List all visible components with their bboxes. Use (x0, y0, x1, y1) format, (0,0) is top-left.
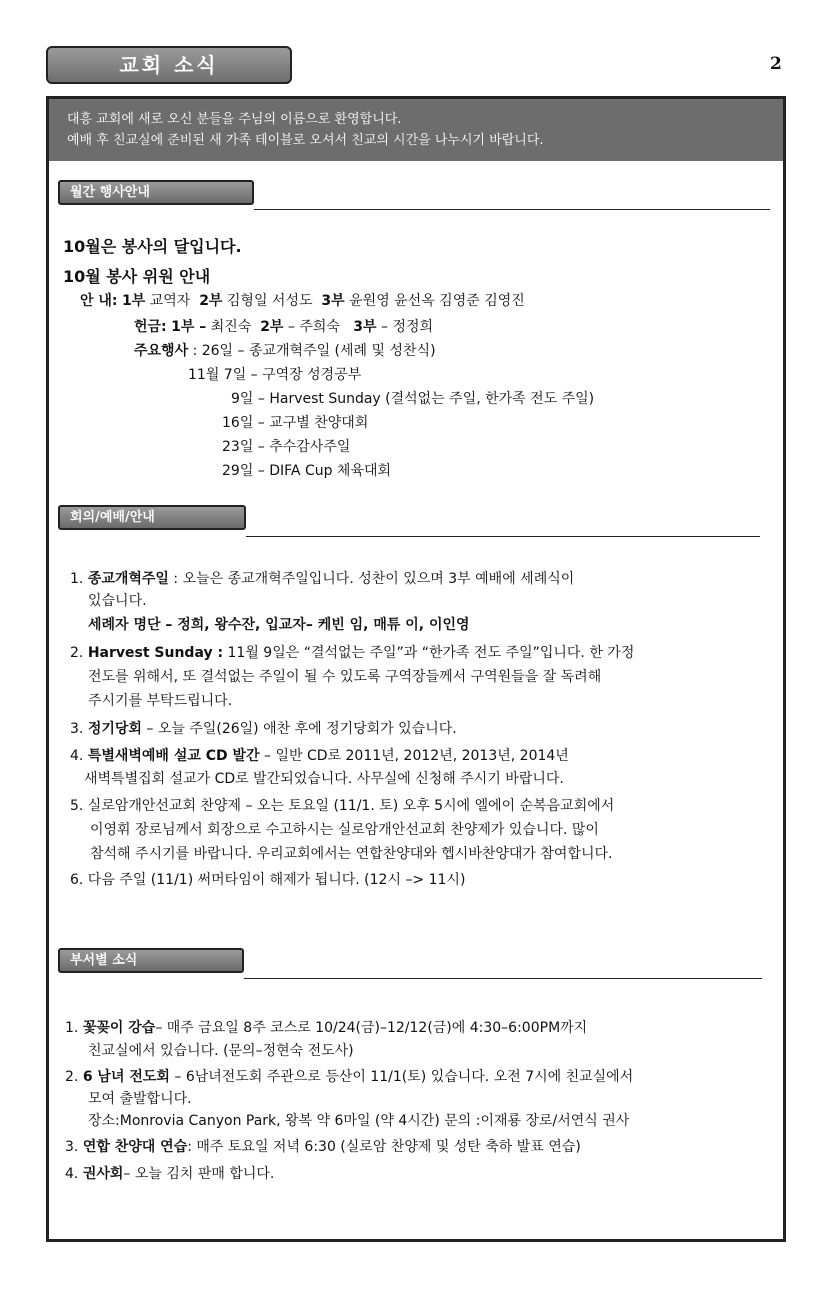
item-number: 4. (70, 748, 84, 764)
baptism-list: 세례자 명단 – 정희, 왕수잔, 입교자– 케빈 임, 매튜 이, 이인영 (88, 617, 470, 633)
meeting-item-5: 5. 실로암개안선교회 찬양제 – 오는 토요일 (11/1. 토) 오후 5시에 엘에이 순복음교회에서 (70, 798, 615, 814)
item-title: Harvest Sunday : (87, 645, 224, 661)
meeting-item-2 (70, 642, 634, 662)
meeting-item-4-line-2: 새벽특별집회 설교가 CD로 발간되었습니다. 사무실에 신청해 주시기 바랍니다. (84, 771, 564, 787)
item-number: 3. (65, 1139, 79, 1155)
meeting-item-6: 6. 다음 주일 (11/1) 써머타임이 해제가 됩니다. (12시 –> 11시) (70, 872, 466, 888)
event-3: 9일 – Harvest Sunday (결석없는 주일, 한가족 전도 주일) (231, 391, 595, 407)
offering-p3-names: – 정정희 (381, 319, 434, 335)
item-text: – 매주 금요일 8주 코스로 10/24(금)–12/12(금)에 4:30–6:00PM까지 (155, 1020, 588, 1036)
item-number: 1. (65, 1020, 79, 1036)
guide-p2-names: 김형일 서성도 (226, 293, 313, 309)
item-title: 특별새벽예배 설교 CD 발간 (87, 748, 260, 764)
item-title: 종교개혁주일 (87, 571, 169, 587)
item-number: 2. (70, 645, 84, 661)
meeting-item-3 (70, 718, 457, 738)
item-text: – 오늘 김치 판매 합니다. (123, 1166, 275, 1182)
meeting-item-2-line-3: 주시기를 부탁드립니다. (88, 693, 233, 709)
welcome-line-1: 대흥 교회에 새로 오신 분들을 주님의 이름으로 환영합니다. (67, 112, 402, 127)
offering-p3-label: 3부 (353, 319, 377, 335)
dept-item-2 (65, 1066, 633, 1086)
page-number: 2 (770, 54, 782, 74)
page-title: 교회 소식 (46, 46, 292, 84)
item-number: 4. (65, 1166, 79, 1182)
guide-row (80, 290, 525, 310)
item-text: 11월 9일은 “결석없는 주일”과 “한가족 전도 주일”입니다. 한 가정 (223, 645, 635, 661)
offering-label: 헌금: (134, 319, 167, 335)
monthly-headline-1: 10월은 봉사의 달입니다. (63, 237, 242, 256)
meeting-item-1 (70, 568, 574, 588)
meeting-item-5-line-2: 이영휘 장로님께서 회장으로 수고하시는 실로암개안선교회 찬양제가 있습니다. 많이 (90, 822, 599, 838)
item-title: 6 남녀 전도회 (82, 1069, 170, 1085)
event-2: 11월 7일 – 구역장 성경공부 (188, 367, 362, 383)
item-text: : 매주 토요일 저녁 6:30 (실로암 찬양제 및 성탄 축하 발표 연습) (187, 1139, 581, 1155)
offering-p2-names: – 주희숙 (287, 319, 340, 335)
dept-item-1-line-2: 친교실에서 있습니다. (문의–정현숙 전도사) (88, 1043, 354, 1059)
dept-item-3 (65, 1136, 581, 1156)
offering-p1-names: 최진숙 (210, 319, 252, 335)
event-4: 16일 – 교구별 찬양대회 (222, 415, 369, 431)
item-title: 권사회 (82, 1166, 124, 1182)
item-number: 1. (70, 571, 84, 587)
section-rule (244, 978, 762, 979)
meeting-item-1-line-2: 있습니다. (88, 593, 147, 609)
item-text: – 6남녀전도회 주관으로 등산이 11/1(토) 있습니다. 오전 7시에 친교실에서 (169, 1069, 634, 1085)
offering-p1-label: 1부 – (171, 319, 207, 335)
section-rule (254, 209, 770, 210)
offering-p2-label: 2부 (260, 319, 284, 335)
guide-p1-label: 1부 (121, 293, 146, 309)
guide-p2-label: 2부 (199, 293, 223, 309)
events-row-1 (134, 340, 436, 360)
monthly-headline-2: 10월 봉사 위원 안내 (63, 267, 211, 286)
item-text: – 오늘 주일(26일) 애찬 후에 정기당회가 있습니다. (141, 721, 457, 737)
section-header-meeting: 회의/예배/안내 (58, 505, 246, 530)
meeting-item-5-line-3: 참석해 주시기를 바랍니다. 우리교회에서는 연합찬양대와 헵시바찬양대가 참여합니다. (90, 846, 613, 862)
event-6: 29일 – DIFA Cup 체육대회 (222, 463, 392, 479)
section-rule (246, 536, 760, 537)
section-header-dept: 부서별 소식 (58, 948, 244, 973)
item-number: 2. (65, 1069, 79, 1085)
welcome-line-2: 예배 후 친교실에 준비된 새 가족 테이블로 오셔서 친교의 시간을 나누시기 바랍니다. (67, 133, 544, 148)
guide-p3-names: 윤원영 윤선옥 김영준 김영진 (349, 293, 525, 309)
welcome-banner (49, 99, 783, 161)
item-title: 정기당회 (87, 721, 142, 737)
section-header-monthly: 월간 행사안내 (58, 180, 254, 205)
meeting-item-4 (70, 745, 569, 765)
item-number: 3. (70, 721, 84, 737)
item-title: 연합 찬양대 연습 (82, 1139, 188, 1155)
event-1: : 26일 – 종교개혁주일 (세례 및 성찬식) (192, 343, 436, 359)
guide-p1-names: 교역자 (149, 293, 191, 309)
item-title: 꽃꽂이 강습 (82, 1020, 156, 1036)
dept-item-4 (65, 1163, 274, 1183)
item-text: – 일반 CD로 2011년, 2012년, 2013년, 2014년 (259, 748, 569, 764)
meeting-item-2-line-2: 전도를 위해서, 또 결석없는 주일이 될 수 있도록 구역장들께서 구역원들을 잘 독려해 (88, 669, 602, 685)
events-label: 주요행사 (134, 343, 189, 359)
guide-p3-label: 3부 (321, 293, 345, 309)
item-text: : 오늘은 종교개혁주일입니다. 성찬이 있으며 3부 예배에 세례식이 (168, 571, 575, 587)
guide-label: 안 내: (80, 293, 118, 309)
offering-row (134, 316, 433, 336)
dept-item-2-line-3: 장소:Monrovia Canyon Park, 왕복 약 6마일 (약 4시간) 문의 :이재룡 장로/서연식 권사 (88, 1113, 630, 1129)
dept-item-1 (65, 1017, 587, 1037)
event-5: 23일 – 추수감사주일 (222, 439, 351, 455)
dept-item-2-line-2: 모여 출발합니다. (88, 1091, 192, 1107)
